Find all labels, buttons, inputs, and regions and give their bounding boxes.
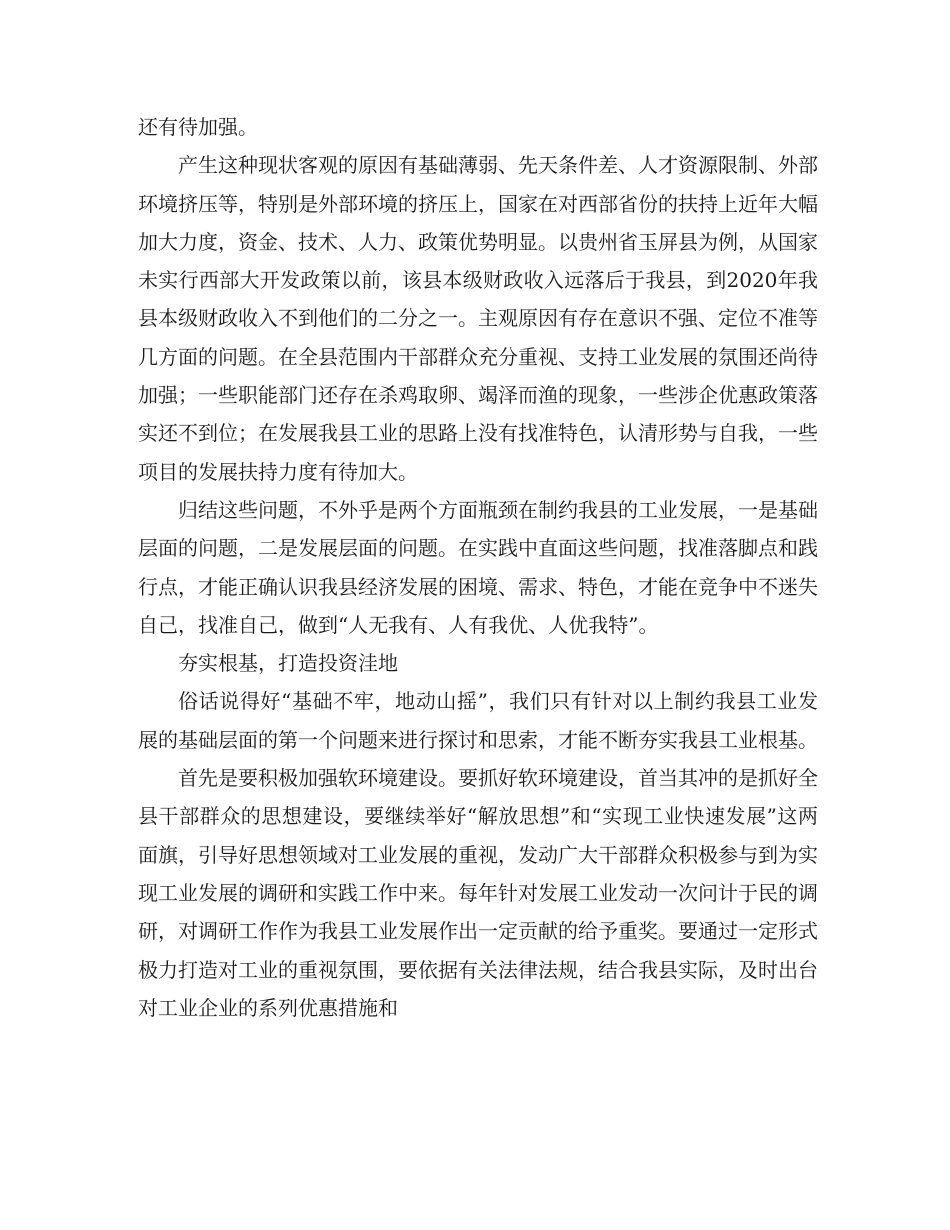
paragraph-continuation: 还有待加强。: [138, 115, 258, 139]
paragraph-summary: 归结这些问题，不外乎是两个方面瓶颈在制约我县的工业发展，一是基础层面的问题，二是发展层面的问题。在实践中直面这些问题，找准落脚点和践行点，才能正确认识我县经济发展的困境、需求、特色，才能在竞争中不迷失自己，找准自己，做到“人无我有、人有我优、人优我特”。: [138, 497, 818, 637]
section-heading: 夯实根基，打造投资洼地: [178, 651, 398, 676]
paragraph-soft-environment: 首先是要积极加强软环境建设。要抓好软环境建设，首当其冲的是抓好全县干部群众的思想建设，要继续举好“解放思想”和“实现工业快速发展”这两面旗，引导好思想领域对工业发展的重视，发动广大干部群众积极参与到为实现工业发展的调研和实践工作中来。每年针对发展工业发动一次问计于民的调研，对调研工作作为我县工业发展作出一定贡献的给予重奖。要通过一定形式极力打造对工业的重视氛围，要依据有关法律法规，结合我县实际，及时出台对工业企业的系列优惠措施和: [138, 766, 818, 1020]
paragraph-proverb: 俗话说得好“基础不牢，地动山摇”，我们只有针对以上制约我县工业发展的基础层面的第一个问题来进行探讨和思索，才能不断夯实我县工业根基。: [138, 689, 818, 752]
paragraph-causes: 产生这种现状客观的原因有基础薄弱、先天条件差、人才资源限制、外部环境挤压等，特别是外部环境的挤压上，国家在对西部省份的扶持上近年大幅加大力度，资金、技术、人力、政策优势明显。以贵州省玉屏县为例，从国家未实行西部大开发政策以前，该县本级财政收入远落后于我县，到2020年我县本级财政收入不到他们的二分之一。主观原因有存在意识不强、定位不准等几方面的问题。在全县范围内干部群众充分重视、支持工业发展的氛围还尚待加强；一些职能部门还存在杀鸡取卵、竭泽而渔的现象，一些涉企优惠政策落实还不到位；在发展我县工业的思路上没有找准特色，认清形势与自我，一些项目的发展扶持力度有待加大。: [138, 153, 818, 484]
document-body: [138, 108, 818, 1027]
